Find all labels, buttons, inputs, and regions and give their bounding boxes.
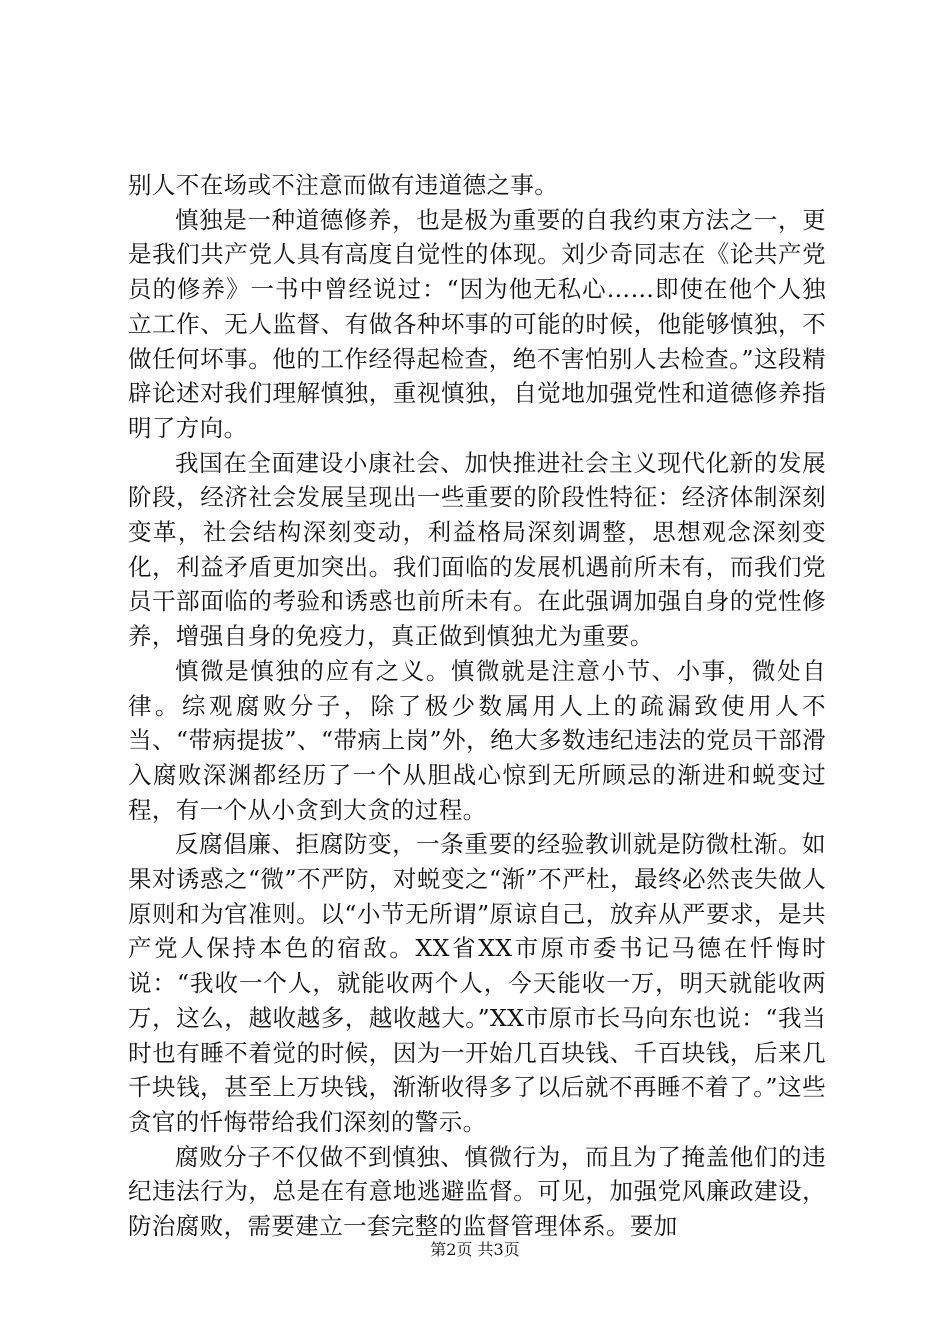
paragraph-continuation: 别人不在场或不注意而做有违道德之事。 [128,171,559,199]
paragraph-shendu: 慎独是一种道德修养，也是极为重要的自我约束方法之一，更是我们共产党人具有高度自觉性的体现。刘少奇同志在《论共产党员的修养》一书中曾经说过：“因为他无私心……即使在他个人独立工作、无人监督、有做各种坏事的可能的时候，他能够慎独，不做任何坏事。他的工作经得起检查，绝不害怕别人去检查。”这段精辟论述对我们理解慎独，重视慎独，自觉地加强党性和道德修养指明了方向。 [128,205,826,442]
paragraph-supervision: 腐败分子不仅做不到慎独、慎微行为，而且为了掩盖他们的违纪违法行为，总是在有意地逃避监督。可见，加强党风廉政建设，防治腐败，需要建立一套完整的监督管理体系。要加 [128,1142,826,1241]
page-number-footer: 第2页 共3页 [430,1240,520,1259]
paragraph-anti-corruption: 反腐倡廉、拒腐防变，一条重要的经验教训就是防微杜渐。如果对诱惑之“微”不严防，对蜕变之“渐”不严杜，最终必然丧失做人原则和为官准则。以“小节无所谓”原谅自己，放弃从严要求，是共产党人保持本色的宿敌。XX省XX市原市委书记马德在忏悔时说：“我收一个人，就能收两个人，今天能收一万，明天就能收两万，这么，越收越多，越收越大。”XX市原市长马向东也说：“我当时也有睡不着觉的时候，因为一开始几百块钱、千百块钱，后来几千块钱，甚至上万块钱，渐渐收得多了以后就不再睡不着了。”这些贪官的忏悔带给我们深刻的警示。 [128,830,826,1136]
paragraph-shenwei: 慎微是慎独的应有之义。慎微就是注意小节、小事，微处自律。综观腐败分子，除了极少数属用人上的疏漏致使用人不当、“带病提拔”、“带病上岗”外，绝大多数违纪违法的党员干部滑入腐败深渊都经历了一个从胆战心惊到无所顾忌的渐进和蜕变过程，有一个从小贪到大贪的过程。 [128,656,826,824]
document-body [128,168,826,1244]
paragraph-development-stage: 我国在全面建设小康社会、加快推进社会主义现代化新的发展阶段，经济社会发展呈现出一些重要的阶段性特征：经济体制深刻变革，社会结构深刻变动，利益格局深刻调整，思想观念深刻变化，利益矛盾更加突出。我们面临的发展机遇前所未有，而我们党员干部面临的考验和诱惑也前所未有。在此强调加强自身的党性修养，增强自身的免疫力，真正做到慎独尤为重要。 [128,448,826,651]
